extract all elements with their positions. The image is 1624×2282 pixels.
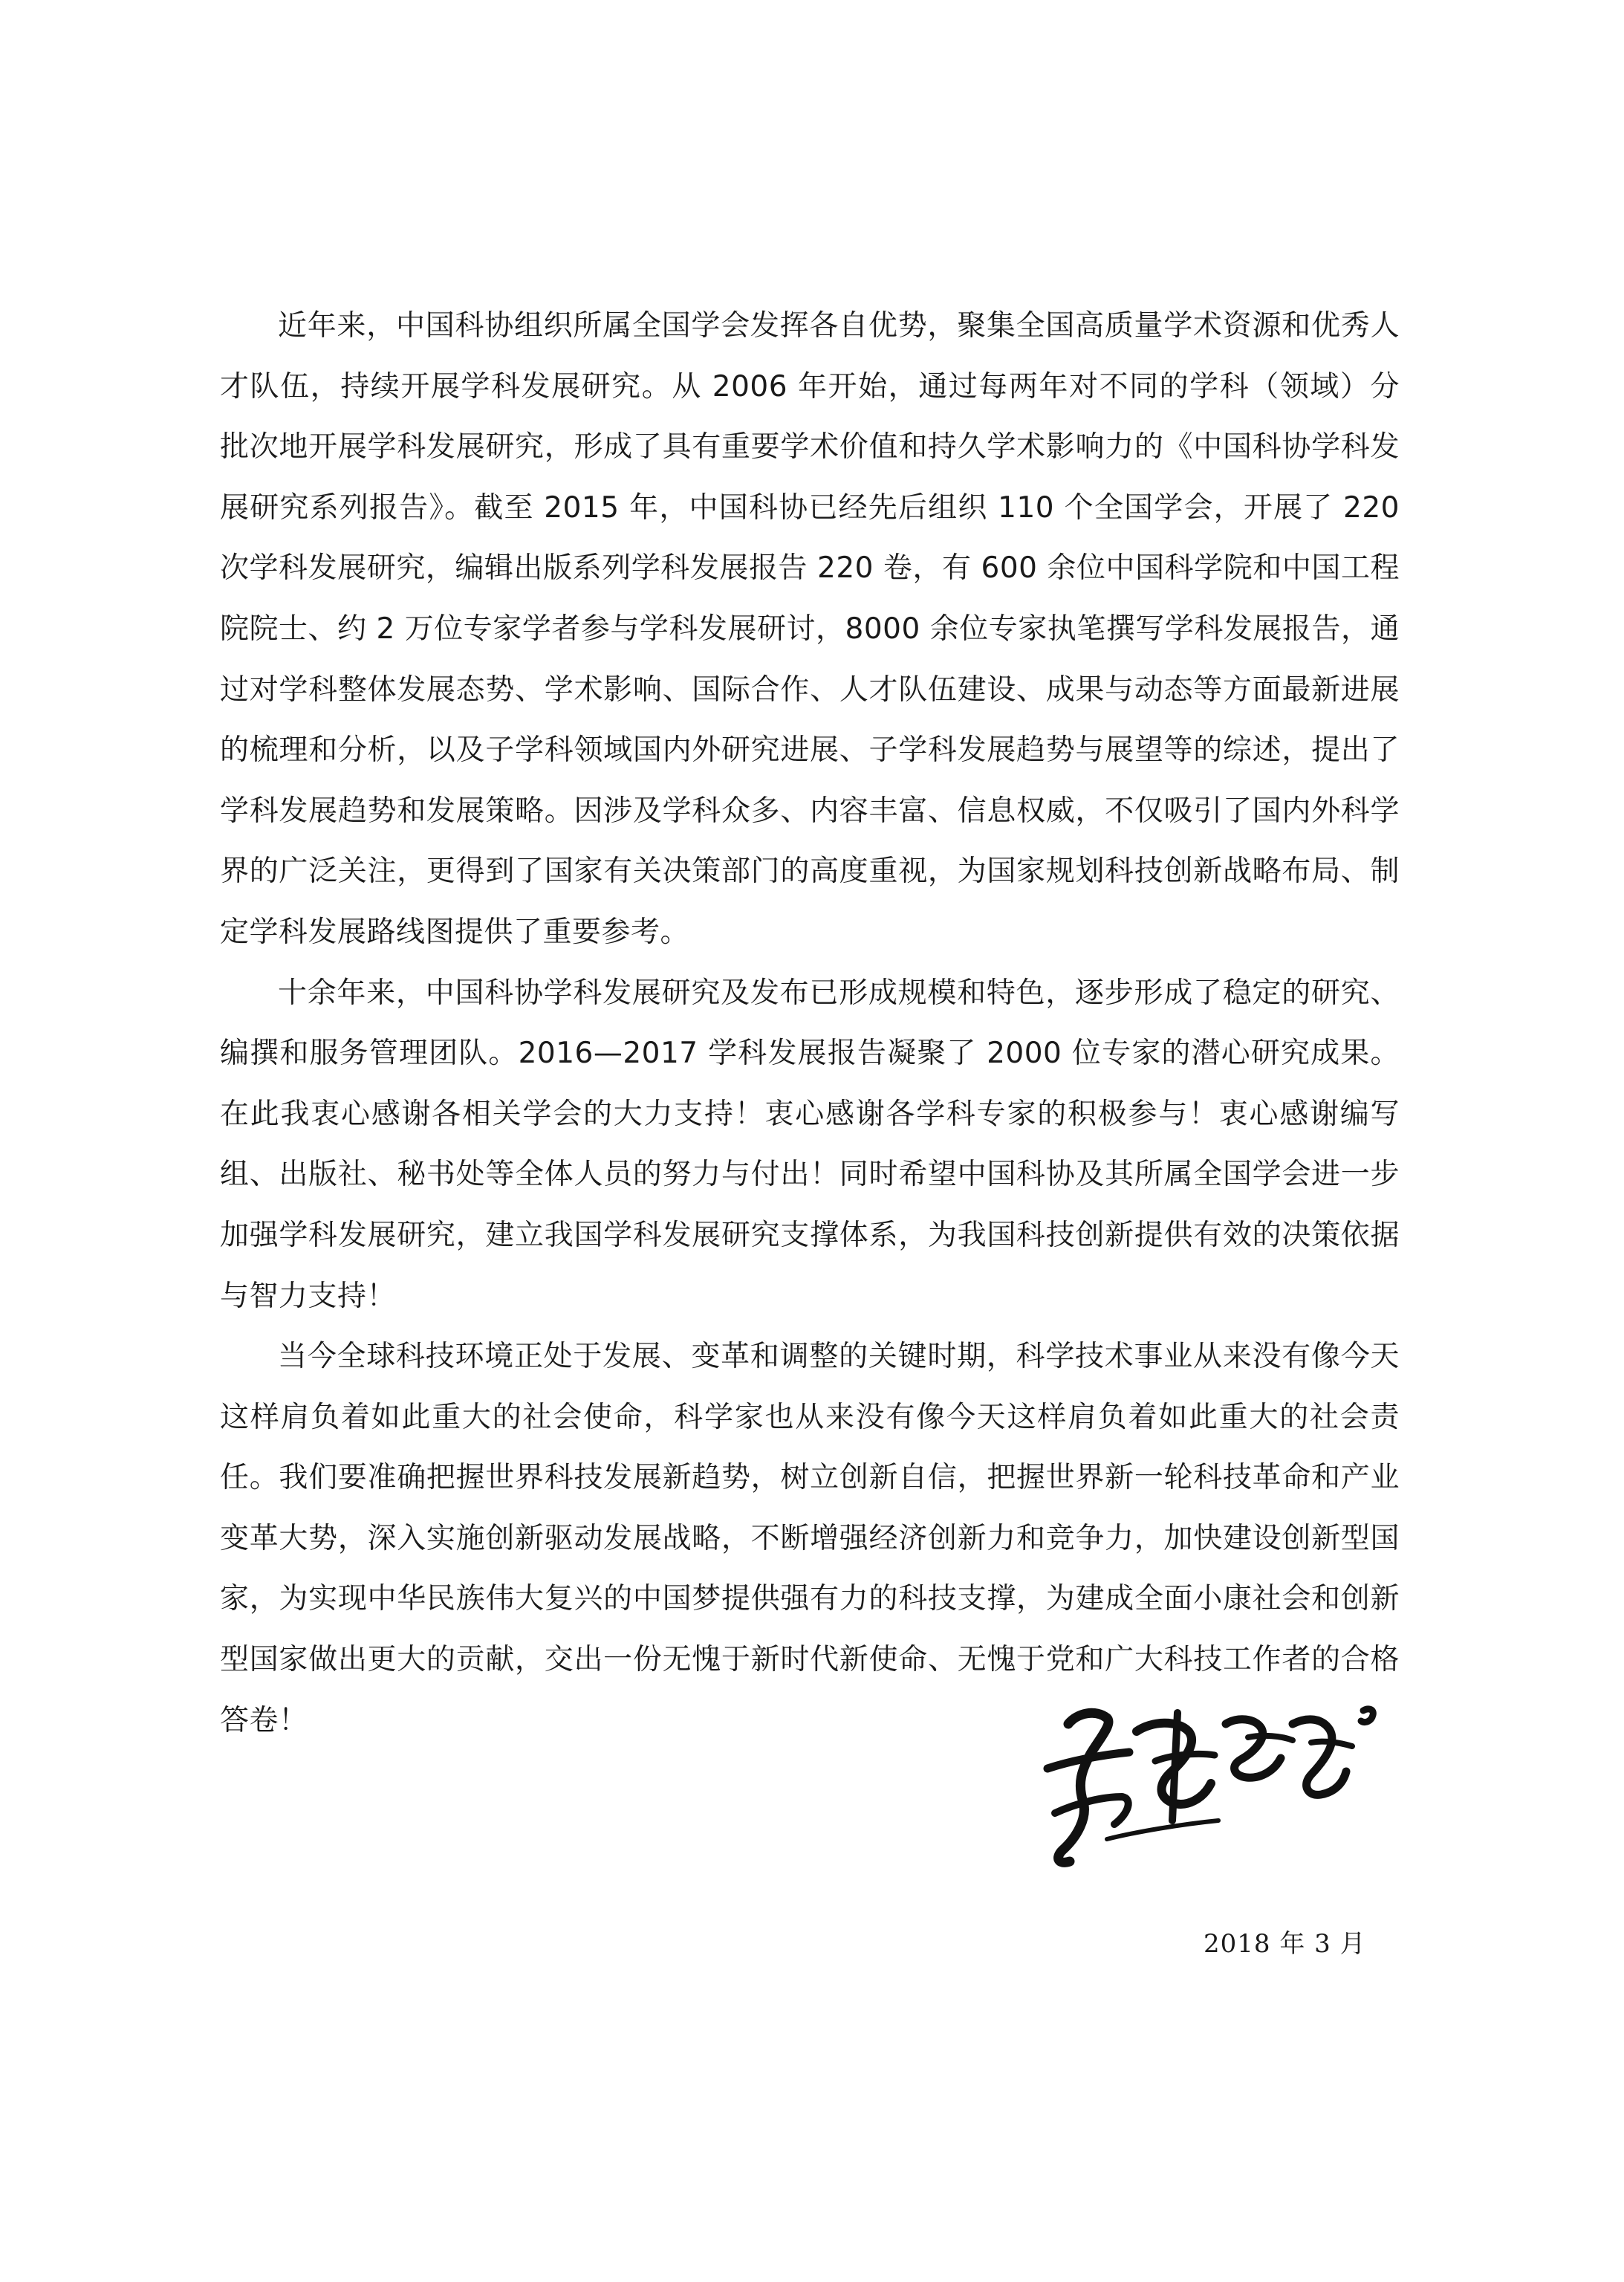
paragraph-1: 近年来，中国科协组织所属全国学会发挥各自优势，聚集全国高质量学术资源和优秀人才队伍，持续开展学科发展研究。从 2006 年开始，通过每两年对不同的学科（领域）分批次地开展学科发展研究，形成了具有重要学术价值和持久学术影响力的《中国科协学科发展研究系列报告》。截至 2015 年，中国科协已经先后组织 110 个全国学会，开展了 220 次学科发展研究，编辑出版系列学科发展报告 220 卷，有 600 余位中国科学院和中国工程院院士、约 2 万位专家学者参与学科发展研讨，8000 余位专家执笔撰写学科发展报告，通过对学科整体发展态势、学术影响、国际合作、人才队伍建设、成果与动态等方面最新进展的梳理和分析，以及子学科领域国内外研究进展、子学科发展趋势与展望等的综述，提出了学科发展趋势和发展策略。因涉及学科众多、内容丰富、信息权威，不仅吸引了国内外科学界的广泛关注，更得到了国家有关决策部门的高度重视，为国家规划科技创新战略布局、制定学科发展路线图提供了重要参考。	[220, 309, 1400, 949]
handwritten-signature	[1025, 1672, 1412, 1887]
paragraph-3: 当今全球科技环境正处于发展、变革和调整的关键时期，科学技术事业从来没有像今天这样肩负着如此重大的社会使命，科学家也从来没有像今天这样肩负着如此重大的社会责任。我们要准确把握世界科技发展新趋势，树立创新自信，把握世界新一轮科技革命和产业变革大势，深入实施创新驱动发展战略，不断增强经济创新力和竞争力，加快建设创新型国家，为实现中华民族伟大复兴的中国梦提供强有力的科技支撑，为建成全面小康社会和创新型国家做出更大的贡献，交出一份无愧于新时代新使命、无愧于党和广大科技工作者的合格答卷！	[220, 1340, 1400, 1737]
document-body	[220, 296, 1400, 1751]
paragraph-2: 十余年来，中国科协学科发展研究及发布已形成规模和特色，逐步形成了稳定的研究、编撰和服务管理团队。2016—2017 学科发展报告凝聚了 2000 位专家的潜心研究成果。在此我衷心感谢各相关学会的大力支持！衷心感谢各学科专家的积极参与！衷心感谢编写组、出版社、秘书处等全体人员的努力与付出！同时希望中国科协及其所属全国学会进一步加强学科发展研究，建立我国学科发展研究支撑体系，为我国科技创新提供有效的决策依据与智力支持！	[220, 976, 1400, 1313]
signature-date: 2018 年 3 月	[1204, 1929, 1366, 1959]
